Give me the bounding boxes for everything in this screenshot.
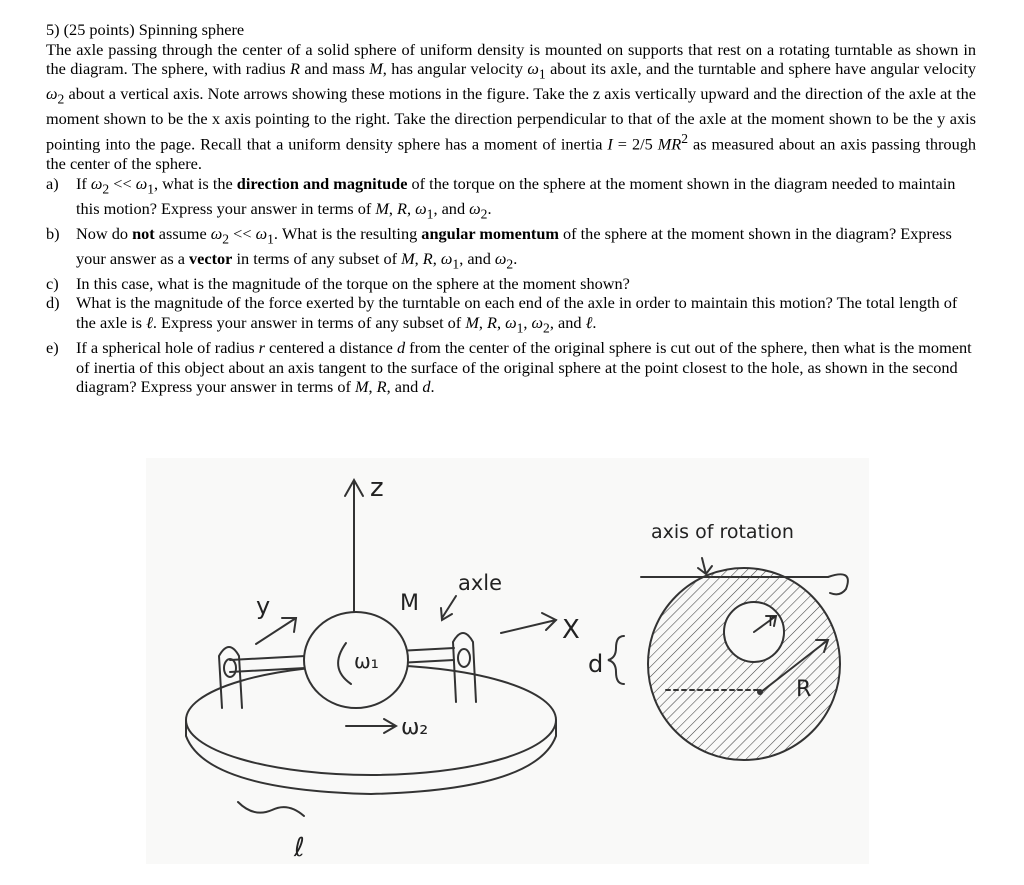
small-r-label: r <box>768 610 776 631</box>
axis-of-rotation-label: axis of rotation <box>651 521 794 543</box>
question-part <box>46 224 976 274</box>
part-label: d) <box>46 293 60 313</box>
part-text: Now do not assume $\omega_2 << \omega_1$. What is the resulting angular momentum of the sphere at the moment shown in the diagram? Express your answer as a vector in terms of any subset of M, R, $\omega_1$, and $\omega_2$. <box>76 223 952 271</box>
length-brace <box>238 802 304 816</box>
x-label: X <box>562 615 580 645</box>
problem-title: Spinning sphere <box>138 20 245 39</box>
mass-label: M <box>400 591 419 616</box>
question-part <box>46 274 976 294</box>
axle-label: axle <box>458 571 503 595</box>
d-brace <box>608 636 624 684</box>
diagram-photo <box>146 458 869 864</box>
problem-header <box>46 20 976 40</box>
problem-points: (25 points) <box>63 20 135 39</box>
part-label: a) <box>46 173 59 193</box>
part-text: What is the magnitude of the force exerted by the turntable on each end of the axle in order to maintain this motion? The total length of the axle is ℓ. Express your answer in terms of any subset of M, R, $\omega_1$, $\omega_2$, and ℓ. <box>76 293 958 336</box>
turntable-edge <box>186 720 556 794</box>
omega1-label: ω₁ <box>354 649 379 673</box>
question-part <box>46 338 976 397</box>
part-label: b) <box>46 223 60 243</box>
problem-number: 5) <box>46 20 60 39</box>
hand-drawn-diagram <box>146 458 869 864</box>
part-label: c) <box>46 273 59 293</box>
question-part <box>46 293 976 338</box>
y-label: y <box>256 592 271 620</box>
d-label: d <box>588 650 604 678</box>
problem-document <box>46 20 976 397</box>
question-parts <box>46 174 976 397</box>
omega2-label: ω₂ <box>401 715 429 740</box>
problem-intro: The axle passing through the center of a solid sphere of uniform density is mounted on supports that rest on a rotating turntable as shown in the diagram. The sphere, with radius R and mass M, has angular velocity $\omega_1$ about its axle, and the turntable and sphere have angular velocity $\omega_2$ about a vertical axis. Note arrows showing these motions in the figure. Take the z axis vertically upward and the direction of the axle at the moment shown to be the x axis pointing to the right. Take the direction perpendicular to that of the axle at the moment shown to be the y axis pointing into the page. Recall that a uniform density sphere has a moment of inertia I = 2/5 $MR^2$ as measured about an axis passing through the center of the sphere. <box>46 39 977 174</box>
part-label: e) <box>46 338 59 358</box>
large-sphere <box>648 568 840 760</box>
part-text: In this case, what is the magnitude of the torque on the sphere at the moment shown? <box>76 273 630 293</box>
part-text: If $\omega_2 << \omega_1$, what is the direction and magnitude of the torque on the sphere at the moment shown in the diagram needed to maintain this motion? Express your answer in terms of M, R, $\omega_1$, and $\omega_2$. <box>76 173 956 222</box>
question-part <box>46 174 976 224</box>
length-label: ℓ <box>294 833 305 863</box>
part-text: If a spherical hole of radius r centered a distance d from the center of the original sphere is cut out of the sphere, then what is the moment of inertia of this object about an axis tangent to the surface of the original sphere at the point closest to the hole, as shown in the second diagram? Express your answer in terms of M, R, and d. <box>76 338 972 397</box>
big-R-label: R <box>796 677 812 702</box>
z-label: z <box>370 473 384 503</box>
